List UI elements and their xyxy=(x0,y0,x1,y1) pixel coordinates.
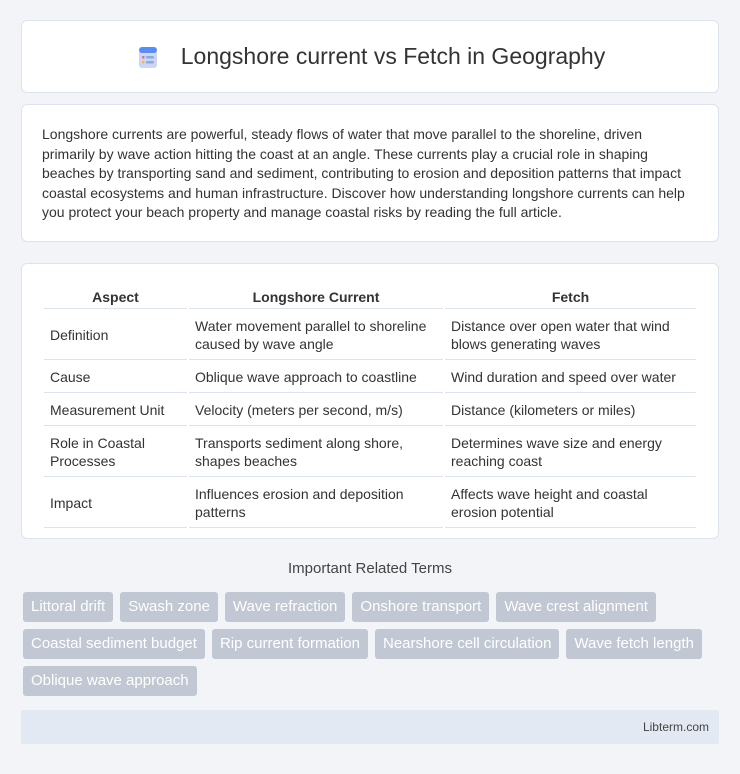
table-cell: Measurement Unit xyxy=(44,395,187,426)
table-cell: Influences erosion and deposition patterns xyxy=(189,479,443,528)
intro-text: Longshore currents are powerful, steady flows of water that move parallel to the shoreline, driven primarily by wave action hitting the coast at an angle. These currents play a crucial role in shaping beaches by transporting sand and sediment, contributing to erosion and deposition patterns that impact coastal ecosystems and human infrastructure. Discover how understanding longshore currents can help you protect your beach property and manage coastal risks by reading the full article. xyxy=(42,126,685,221)
table-cell: Determines wave size and energy reaching coast xyxy=(445,428,696,477)
column-header: Aspect xyxy=(44,286,187,309)
table-cell: Cause xyxy=(44,362,187,393)
related-term-tag[interactable]: Coastal sediment budget xyxy=(23,629,205,659)
related-term-tag[interactable]: Onshore transport xyxy=(352,592,489,622)
intro-section xyxy=(21,104,719,242)
comparison-table-card xyxy=(21,263,719,539)
related-term-tag[interactable]: Wave fetch length xyxy=(566,629,702,659)
table-cell: Role in Coastal Processes xyxy=(44,428,187,477)
table-row xyxy=(44,311,696,360)
table-row xyxy=(44,428,696,477)
page-title: Longshore current vs Fetch in Geography xyxy=(180,43,606,69)
footer xyxy=(21,710,719,744)
related-term-tag[interactable]: Rip current formation xyxy=(212,629,368,659)
related-term-tag[interactable]: Littoral drift xyxy=(23,592,113,622)
footer-brand-link[interactable]: Libterm.com xyxy=(642,720,709,734)
table-cell: Definition xyxy=(44,311,187,360)
table-cell: Distance (kilometers or miles) xyxy=(445,395,696,426)
table-cell: Velocity (meters per second, m/s) xyxy=(189,395,443,426)
table-row xyxy=(44,395,696,426)
related-term-tag[interactable]: Wave refraction xyxy=(225,592,345,622)
comparison-table xyxy=(42,284,698,530)
table-cell: Affects wave height and coastal erosion potential xyxy=(445,479,696,528)
related-term-tag[interactable]: Wave crest alignment xyxy=(496,592,656,622)
page-header xyxy=(21,20,719,93)
related-term-tag[interactable]: Swash zone xyxy=(120,592,218,622)
column-header: Longshore Current xyxy=(189,286,443,309)
column-header: Fetch xyxy=(445,286,696,309)
table-cell: Wind duration and speed over water xyxy=(445,362,696,393)
table-cell: Transports sediment along shore, shapes beaches xyxy=(189,428,443,477)
table-cell: Distance over open water that wind blows generating waves xyxy=(445,311,696,360)
related-terms-title: Important Related Terms xyxy=(288,560,452,577)
table-cell: Water movement parallel to shoreline caused by wave angle xyxy=(189,311,443,360)
related-term-tag[interactable]: Nearshore cell circulation xyxy=(375,629,559,659)
table-cell: Oblique wave approach to coastline xyxy=(189,362,443,393)
table-row xyxy=(44,479,696,528)
table-row xyxy=(44,362,696,393)
related-terms-list xyxy=(23,592,723,696)
table-header-row xyxy=(44,286,696,309)
document-icon xyxy=(135,44,161,70)
table-cell: Impact xyxy=(44,479,187,528)
related-term-tag[interactable]: Oblique wave approach xyxy=(23,666,197,696)
